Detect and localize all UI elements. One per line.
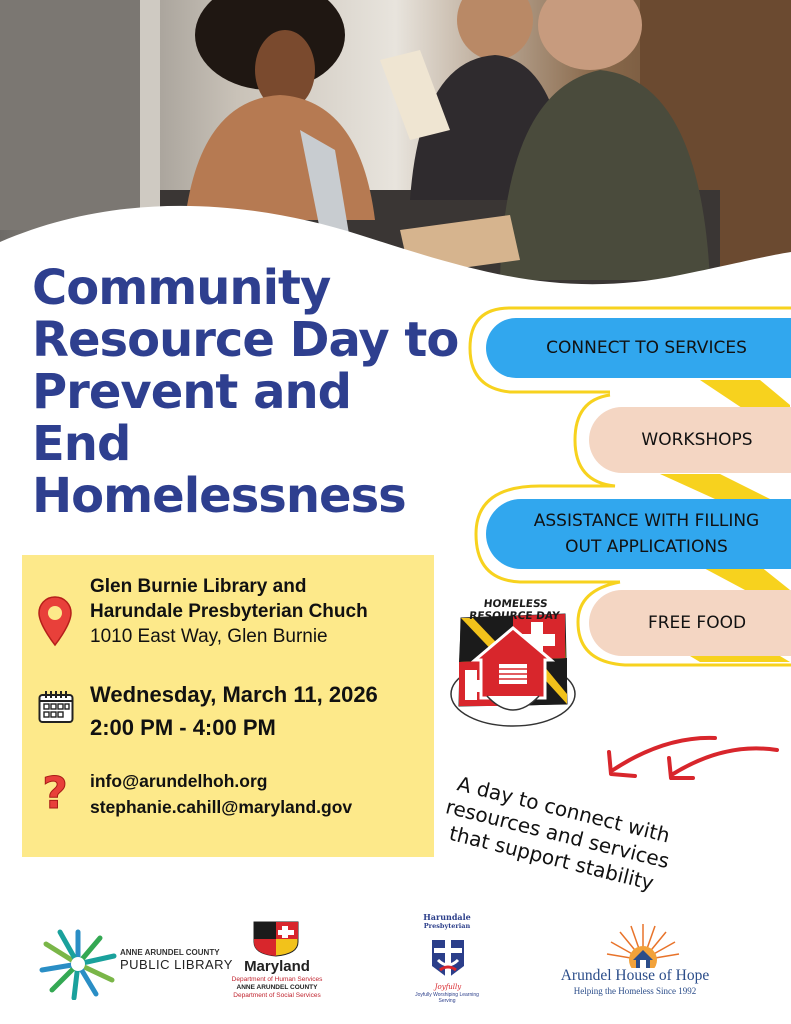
- offering-label: ASSISTANCE WITH FILLING OUT APPLICATIONS: [533, 511, 760, 557]
- tagline: A day to connect with resources and services that support stability: [443, 771, 673, 895]
- offering-label: FREE FOOD: [647, 613, 747, 633]
- venue-name-line1: Glen Burnie Library and: [90, 576, 307, 597]
- maryland-logo-name: Maryland: [244, 958, 310, 975]
- venue-address: 1010 East Way, Glen Burnie: [90, 626, 328, 647]
- offering-workshops: [589, 407, 791, 473]
- event-time: 2:00 PM - 4:00 PM: [90, 715, 276, 740]
- svg-text:?: ?: [42, 768, 68, 814]
- contact-block: [90, 768, 352, 820]
- red-arrows-icon: [595, 728, 785, 788]
- church-logo-line2: Presbyterian: [423, 922, 471, 930]
- library-logo-line2: PUBLIC LIBRARY: [120, 957, 233, 972]
- page-title: Community Resource Day to Prevent and End Homelessness: [32, 260, 459, 524]
- offering-label: CONNECT TO SERVICES: [546, 338, 747, 358]
- maryland-logo-line1: Department of Human Services: [231, 976, 323, 983]
- maryland-logo-line3: Department of Social Services: [233, 992, 321, 999]
- maryland-flag-icon: [250, 918, 302, 958]
- badge-title: HOMELESS RESOURCE DAY: [468, 598, 561, 622]
- venue-name-line2: Harundale Presbyterian Chuch: [90, 601, 368, 622]
- church-logo-icon: [418, 930, 478, 992]
- house-of-hope-logo-icon: [603, 920, 683, 968]
- church-logo-motto: Joyfully Worshiping Learning Serving: [415, 992, 479, 1004]
- contact-email-1[interactable]: info@arundelhoh.org: [90, 771, 268, 791]
- question-mark-icon: [38, 768, 72, 814]
- event-date: Wednesday, March 11, 2026: [90, 682, 378, 707]
- offering-application-assistance: [486, 499, 791, 569]
- offering-free-food: [589, 590, 791, 656]
- maryland-logo-line2: ANNE ARUNDEL COUNTY: [236, 984, 318, 991]
- offering-label: WORKSHOPS: [641, 430, 753, 450]
- library-logo-icon: [38, 928, 118, 1000]
- house-of-hope-name: Arundel House of Hope: [560, 967, 710, 984]
- offering-connect-to-services: [486, 318, 791, 378]
- library-logo-line1: ANNE ARUNDEL COUNTY: [120, 948, 220, 957]
- contact-email-2[interactable]: stephanie.cahill@maryland.gov: [90, 797, 353, 817]
- svg-text:Joyfully: Joyfully: [434, 983, 462, 991]
- house-of-hope-subtitle: Helping the Homeless Since 1992: [573, 986, 697, 996]
- church-logo-line1: Harundale: [423, 912, 471, 922]
- maryland-logo-text: [228, 958, 326, 1000]
- house-of-hope-logo-text: [560, 967, 710, 997]
- library-logo-text: [120, 948, 233, 972]
